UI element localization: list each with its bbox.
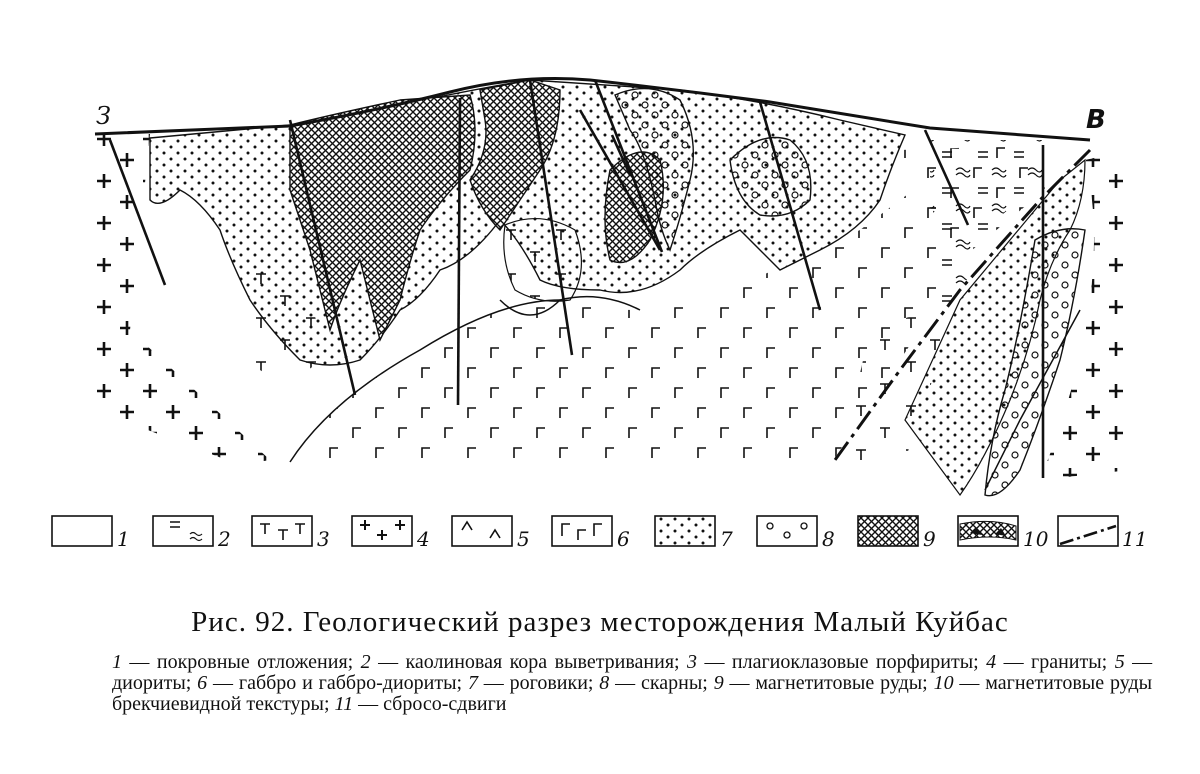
legend — [52, 516, 1147, 551]
caption-item: 1 — покровные отложения; — [112, 651, 354, 673]
caption-item: 3 — плагиоклазовые порфириты; — [687, 651, 979, 673]
left-end-label: З — [96, 102, 111, 130]
legend-number: 10 — [1023, 527, 1049, 551]
legend-number: 8 — [822, 527, 835, 551]
legend-swatch-hornfels — [655, 516, 715, 546]
legend-number: 11 — [1122, 527, 1148, 551]
legend-swatch-blank — [52, 516, 112, 546]
legend-swatch-diorite — [452, 516, 512, 546]
legend-swatch-porphyrite — [252, 516, 312, 546]
legend-swatch-kaolin — [153, 516, 213, 546]
porphyrite-unit — [504, 219, 582, 302]
caption-item: 9 — магнетитовые руды; — [713, 672, 928, 694]
legend-number: 3 — [317, 527, 330, 551]
caption-item: 4 — граниты; — [986, 651, 1108, 673]
legend-item-7 — [655, 516, 733, 551]
legend-number: 1 — [117, 527, 130, 551]
legend-item-9 — [858, 516, 936, 551]
figure-caption-title: Рис. 92. Геологический разрез месторождения Малый Куйбас — [191, 606, 1009, 638]
legend-swatch-magnetite — [858, 516, 918, 546]
legend-item-3 — [252, 516, 330, 551]
caption-item: 10 — магнетитовые руды брекчиевидной текстуры; — [112, 672, 1153, 715]
figure-caption-legend-text — [112, 652, 1152, 715]
legend-number: 7 — [720, 527, 733, 551]
legend-number: 5 — [517, 527, 530, 551]
legend-item-1 — [52, 516, 130, 551]
caption-item: 8 — скарны; — [599, 672, 708, 694]
legend-item-2 — [153, 516, 231, 551]
caption-item: 5 — диориты; — [112, 651, 1153, 694]
legend-item-8 — [757, 516, 835, 551]
cross-section — [95, 79, 1130, 496]
caption-item: 11 — сбросо-сдвиги — [334, 693, 507, 715]
legend-number: 9 — [923, 527, 936, 551]
legend-item-10 — [958, 516, 1049, 551]
caption-item: 2 — каолиновая кора выветривания; — [360, 651, 680, 673]
caption-item: 6 — габбро и габбро-диориты; — [197, 672, 463, 694]
legend-swatch-gabbro — [552, 516, 612, 546]
legend-number: 2 — [218, 527, 231, 551]
legend-item-5 — [452, 516, 530, 551]
right-end-label: В — [1086, 105, 1106, 135]
legend-item-11 — [1058, 516, 1147, 551]
legend-item-4 — [352, 516, 430, 551]
caption-item: 7 — роговики; — [467, 672, 594, 694]
legend-swatch-skarn — [757, 516, 817, 546]
legend-number: 6 — [617, 527, 630, 551]
legend-number: 4 — [417, 527, 430, 551]
legend-item-6 — [552, 516, 630, 551]
